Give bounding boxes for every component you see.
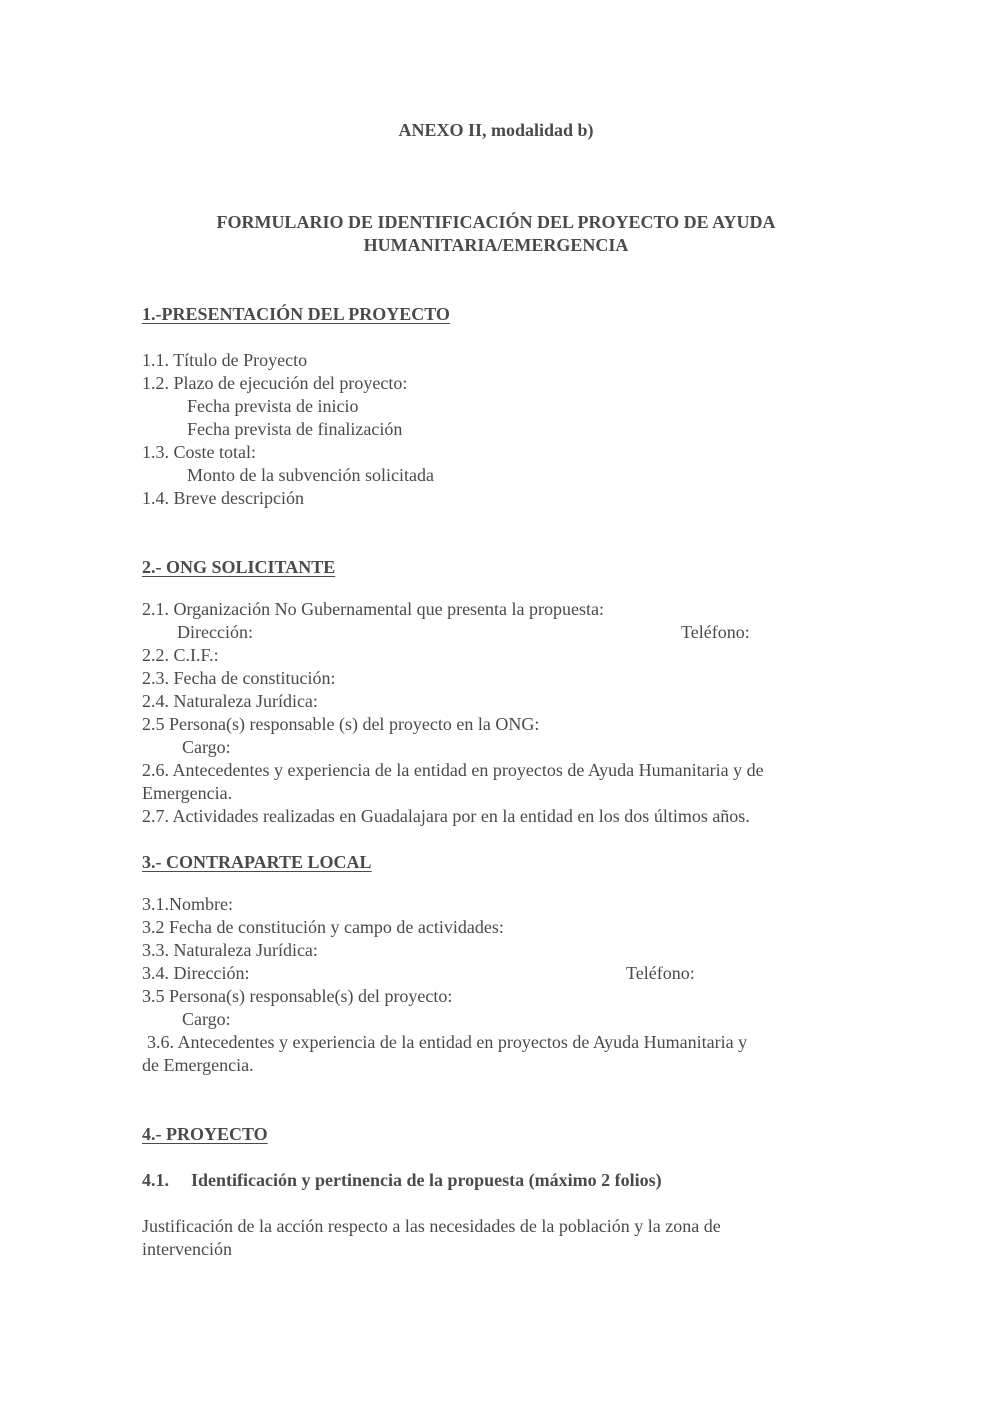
item-3-5-role: Cargo: bbox=[182, 1009, 231, 1029]
subsection-4-1-title: Identificación y pertinencia de la propuesta (máximo 2 folios) bbox=[191, 1170, 662, 1190]
item-2-5: 2.5 Persona(s) responsable (s) del proyecto en la ONG: bbox=[142, 714, 540, 734]
item-1-3: 1.3. Coste total: bbox=[142, 442, 256, 462]
item-2-7: 2.7. Actividades realizadas en Guadalajara por en la entidad en los dos últimos años. bbox=[142, 806, 750, 826]
item-2-2: 2.2. C.I.F.: bbox=[142, 645, 219, 665]
subsection-4-1-number: 4.1. bbox=[142, 1170, 169, 1190]
form-title-line-2: HUMANITARIA/EMERGENCIA bbox=[363, 235, 629, 255]
item-3-3: 3.3. Naturaleza Jurídica: bbox=[142, 940, 318, 960]
item-3-2: 3.2 Fecha de constitución y campo de actividades: bbox=[142, 917, 504, 937]
justification-line-1: Justificación de la acción respecto a las necesidades de la población y la zona de bbox=[142, 1216, 721, 1236]
item-1-2-start-date: Fecha prevista de inicio bbox=[187, 396, 359, 416]
form-title-line-1: FORMULARIO DE IDENTIFICACIÓN DEL PROYECTO DE AYUDA bbox=[216, 212, 776, 232]
item-2-6-line-2: Emergencia. bbox=[142, 783, 233, 803]
item-2-4: 2.4. Naturaleza Jurídica: bbox=[142, 691, 318, 711]
annex-title: ANEXO II, modalidad b) bbox=[398, 120, 594, 140]
item-2-1-address: Dirección: bbox=[177, 622, 253, 642]
item-2-3: 2.3. Fecha de constitución: bbox=[142, 668, 336, 688]
item-3-6-line-1: 3.6. Antecedentes y experiencia de la entidad en proyectos de Ayuda Humanitaria y bbox=[147, 1032, 748, 1052]
item-1-4: 1.4. Breve descripción bbox=[142, 488, 304, 508]
item-2-1: 2.1. Organización No Gubernamental que presenta la propuesta: bbox=[142, 599, 605, 619]
section-4-heading: 4.- PROYECTO bbox=[142, 1124, 268, 1144]
item-1-2-end-date: Fecha prevista de finalización bbox=[187, 419, 403, 439]
section-2-heading: 2.- ONG SOLICITANTE bbox=[142, 557, 336, 577]
section-3-heading: 3.- CONTRAPARTE LOCAL bbox=[142, 852, 372, 872]
item-2-5-role: Cargo: bbox=[182, 737, 231, 757]
item-1-2: 1.2. Plazo de ejecución del proyecto: bbox=[142, 373, 408, 393]
item-2-1-phone: Teléfono: bbox=[681, 622, 750, 642]
item-2-6-line-1: 2.6. Antecedentes y experiencia de la entidad en proyectos de Ayuda Humanitaria y de bbox=[142, 760, 764, 780]
item-1-1: 1.1. Título de Proyecto bbox=[142, 350, 308, 370]
item-3-4: 3.4. Dirección: bbox=[142, 963, 250, 983]
item-3-4-phone: Teléfono: bbox=[626, 963, 695, 983]
justification-line-2: intervención bbox=[142, 1239, 232, 1259]
item-1-3-grant-amount: Monto de la subvención solicitada bbox=[187, 465, 434, 485]
item-3-1: 3.1.Nombre: bbox=[142, 894, 233, 914]
section-1-heading: 1.-PRESENTACIÓN DEL PROYECTO bbox=[142, 304, 450, 324]
item-3-5: 3.5 Persona(s) responsable(s) del proyecto: bbox=[142, 986, 453, 1006]
item-3-6-line-2: de Emergencia. bbox=[142, 1055, 254, 1075]
